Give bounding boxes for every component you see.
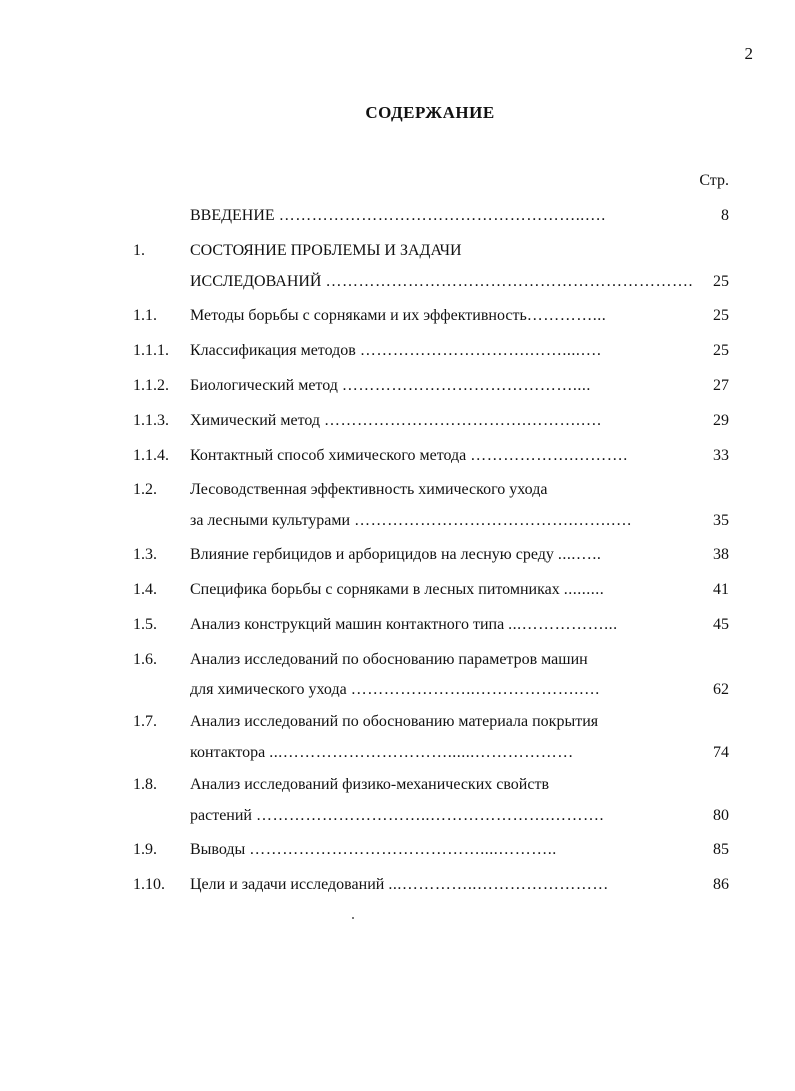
- toc-title: Анализ конструкций машин контактного типа ...……………...: [190, 616, 618, 633]
- toc-number: 1.1.: [133, 307, 157, 324]
- toc-row: [0, 303, 795, 333]
- toc-number: 1.7.: [133, 713, 157, 730]
- toc-page: 45: [713, 616, 729, 633]
- toc-title: Цели и задачи исследований ...…………..……………………: [190, 876, 609, 893]
- toc-page: 85: [713, 841, 729, 858]
- toc-number: 1.8.: [133, 776, 157, 793]
- toc-number: 1.1.4.: [133, 447, 169, 464]
- toc-title: растений …………………………..………………….……….: [190, 807, 604, 824]
- toc-page: 25: [713, 342, 729, 359]
- toc-page: 29: [713, 412, 729, 429]
- toc-leader: ………………………………………………………….: [325, 273, 693, 290]
- toc-number: 1.1.3.: [133, 412, 169, 429]
- toc-row: [0, 408, 795, 438]
- toc-page: 38: [713, 546, 729, 563]
- toc-page: 86: [713, 876, 729, 893]
- toc-row: [0, 443, 795, 473]
- toc-leader: …………...: [526, 307, 607, 324]
- toc-page: 25: [713, 307, 729, 324]
- toc-leader: ...……………...: [508, 616, 618, 633]
- toc-number: 1.1.2.: [133, 377, 169, 394]
- toc-leader: ...…………..……………………: [388, 876, 609, 893]
- toc-leader: ……………………………………....: [341, 377, 591, 394]
- toc-title: СОСТОЯНИЕ ПРОБЛЕМЫ И ЗАДАЧИ: [190, 242, 462, 259]
- toc-row: [0, 612, 795, 642]
- toc-leader: ……………….……….: [470, 447, 628, 464]
- toc-page: 25: [713, 273, 729, 290]
- toc-leader: …………………..……………….….: [350, 681, 600, 698]
- toc-page: 35: [713, 512, 729, 529]
- toc-number: 1.1.1.: [133, 342, 169, 359]
- toc-row: [0, 508, 795, 538]
- toc-title: Контактный способ химического метода ……………….……….: [190, 447, 628, 464]
- page-column-label: Стр.: [699, 172, 729, 189]
- toc-title: Классификация методов ………………………….……....….: [190, 342, 602, 359]
- toc-leader: ……………………………………....………..: [249, 841, 557, 858]
- toc-leader: ………………………….……....….: [359, 342, 602, 359]
- toc-page: 74: [713, 744, 729, 761]
- toc-leader: …………………………..………………….……….: [255, 807, 604, 824]
- toc-number: 1.2.: [133, 481, 157, 498]
- toc-number: 1.9.: [133, 841, 157, 858]
- toc-leader: ...…………………………......………………: [269, 744, 574, 761]
- toc-leader: ………………………………………………..….: [278, 207, 606, 224]
- toc-page: 27: [713, 377, 729, 394]
- toc-title: Химический метод ……………………………….……….….: [190, 412, 602, 429]
- toc-page: 8: [721, 207, 729, 224]
- toc-row: [0, 677, 795, 707]
- toc-title: за лесными культурами ………………………………….…….….: [190, 512, 632, 529]
- toc-title: Специфика борьбы с сорняками в лесных питомниках .........: [190, 581, 605, 598]
- toc-leader: ....…..: [557, 546, 602, 563]
- toc-number: 1.5.: [133, 616, 157, 633]
- toc-title: ВВЕДЕНИЕ ………………………………………………..….: [190, 207, 606, 224]
- toc-row: [0, 373, 795, 403]
- page-title: СОДЕРЖАНИЕ: [365, 103, 495, 122]
- toc-title: Биологический метод ……………………………………....: [190, 377, 591, 394]
- toc-title: Анализ исследований по обоснованию материала покрытия: [190, 713, 599, 730]
- scan-speck: [352, 917, 354, 919]
- toc-title: Лесоводственная эффективность химического ухода: [190, 481, 548, 498]
- toc-row: [0, 837, 795, 867]
- toc-number: 1.4.: [133, 581, 157, 598]
- toc-title: Анализ исследований физико-механических свойств: [190, 776, 550, 793]
- toc-page: 62: [713, 681, 729, 698]
- toc-page: 41: [713, 581, 729, 598]
- toc-title: ИССЛЕДОВАНИЙ ………………………………………………………….: [190, 273, 693, 290]
- toc-leader: ………………………………….…….….: [354, 512, 632, 529]
- toc-row: [0, 647, 795, 677]
- toc-row: [0, 872, 795, 902]
- toc-number: 1.3.: [133, 546, 157, 563]
- toc-row: [0, 709, 795, 739]
- toc-row: [0, 269, 795, 299]
- toc-page: 80: [713, 807, 729, 824]
- toc-row: [0, 772, 795, 802]
- toc-row: [0, 338, 795, 368]
- toc-row: [0, 803, 795, 833]
- toc-row: [0, 542, 795, 572]
- toc-title: для химического ухода …………………..……………….….: [190, 681, 600, 698]
- toc-title: контактора ...…………………………......………………: [190, 744, 574, 761]
- toc-number: 1.10.: [133, 876, 165, 893]
- toc-row: [0, 203, 795, 233]
- toc-title: Анализ исследований по обоснованию параметров машин: [190, 651, 588, 668]
- toc-number: 1.: [133, 242, 145, 259]
- page-number: 2: [744, 44, 753, 63]
- toc-row: [0, 477, 795, 507]
- toc-title: Влияние гербицидов и арборицидов на лесную среду ....…..: [190, 546, 602, 563]
- toc-title: Методы борьбы с сорняками и их эффективность…………...: [190, 307, 607, 324]
- toc-number: 1.6.: [133, 651, 157, 668]
- toc-leader: .........: [563, 581, 605, 598]
- toc-row: [0, 238, 795, 268]
- toc-page: 33: [713, 447, 729, 464]
- toc-row: [0, 577, 795, 607]
- toc-row: [0, 740, 795, 770]
- toc-leader: ……………………………….……….….: [324, 412, 602, 429]
- toc-title: Выводы ……………………………………....………..: [190, 841, 557, 858]
